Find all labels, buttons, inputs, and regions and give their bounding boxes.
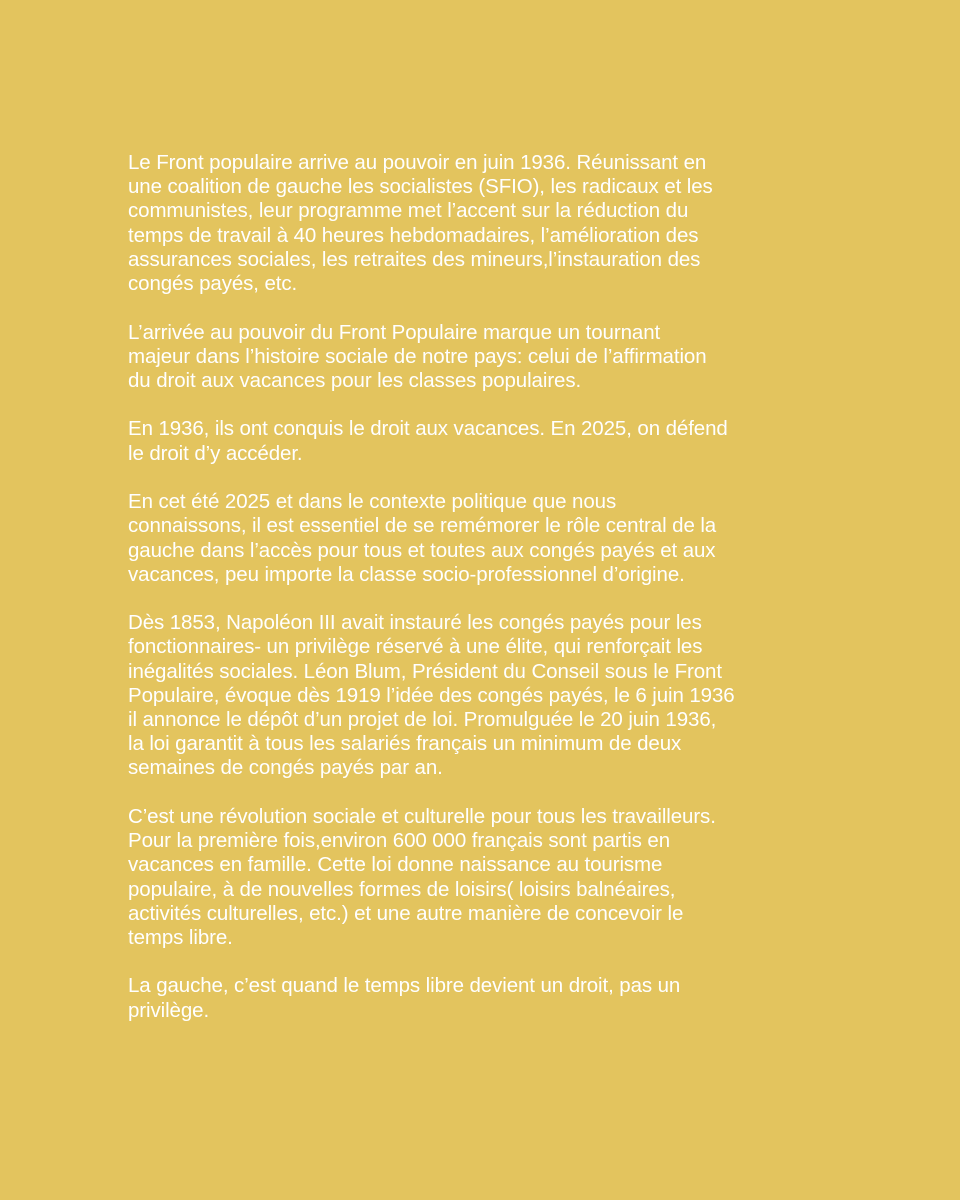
paragraph-droit-vacances: En 1936, ils ont conquis le droit aux vacances. En 2025, on défend le droit d’y accéder. xyxy=(128,417,728,465)
paragraph-front-populaire: Le Front populaire arrive au pouvoir en juin 1936. Réunissant en une coalition de gauche les socialistes (SFIO), les radicaux et les communistes, leur programme met l’accent sur la réduction du temps de travail à 40 heures hebdomadaires, l’amélioration des assurances sociales, les retraites des mineurs,l’instauration des congés payés, etc. xyxy=(128,151,713,296)
paragraph-tournant-social: L’arrivée au pouvoir du Front Populaire marque un tournant majeur dans l’histoire sociale de notre pays: celui de l’affirmation du droit aux vacances pour les classes populaires. xyxy=(128,320,707,392)
paragraph-conclusion: La gauche, c’est quand le temps libre devient un droit, pas un privilège. xyxy=(128,974,681,1022)
article-text xyxy=(128,151,840,1023)
paragraph-revolution-sociale: C’est une révolution sociale et culturelle pour tous les travailleurs. Pour la première fois,environ 600 000 français sont partis en vacances en famille. Cette loi donne naissance au tourisme populaire, à de nouvelles formes de loisirs( loisirs balnéaires, activités culturelles, etc.) et une autre manière de concevoir le temps libre. xyxy=(128,804,716,949)
paragraph-historique-conges: Dès 1853, Napoléon III avait instauré les congés payés pour les fonctionnaires- un privilège réservé à une élite, qui renforçait les inégalités sociales. Léon Blum, Président du Conseil sous le Front Populaire, évoque dès 1919 l’idée des congés payés, le 6 juin 1936 il annonce le dépôt d’un projet de loi. Promulguée le 20 juin 1936, la loi garantit à tous les salariés français un minimum de deux semaines de congés payés par an. xyxy=(128,611,735,780)
paragraph-ete-2025: En cet été 2025 et dans le contexte politique que nous connaissons, il est essentiel de se remémorer le rôle central de la gauche dans l’accès pour tous et toutes aux congés payés et aux vacances, peu importe la classe socio-professionnel d’origine. xyxy=(128,490,717,586)
